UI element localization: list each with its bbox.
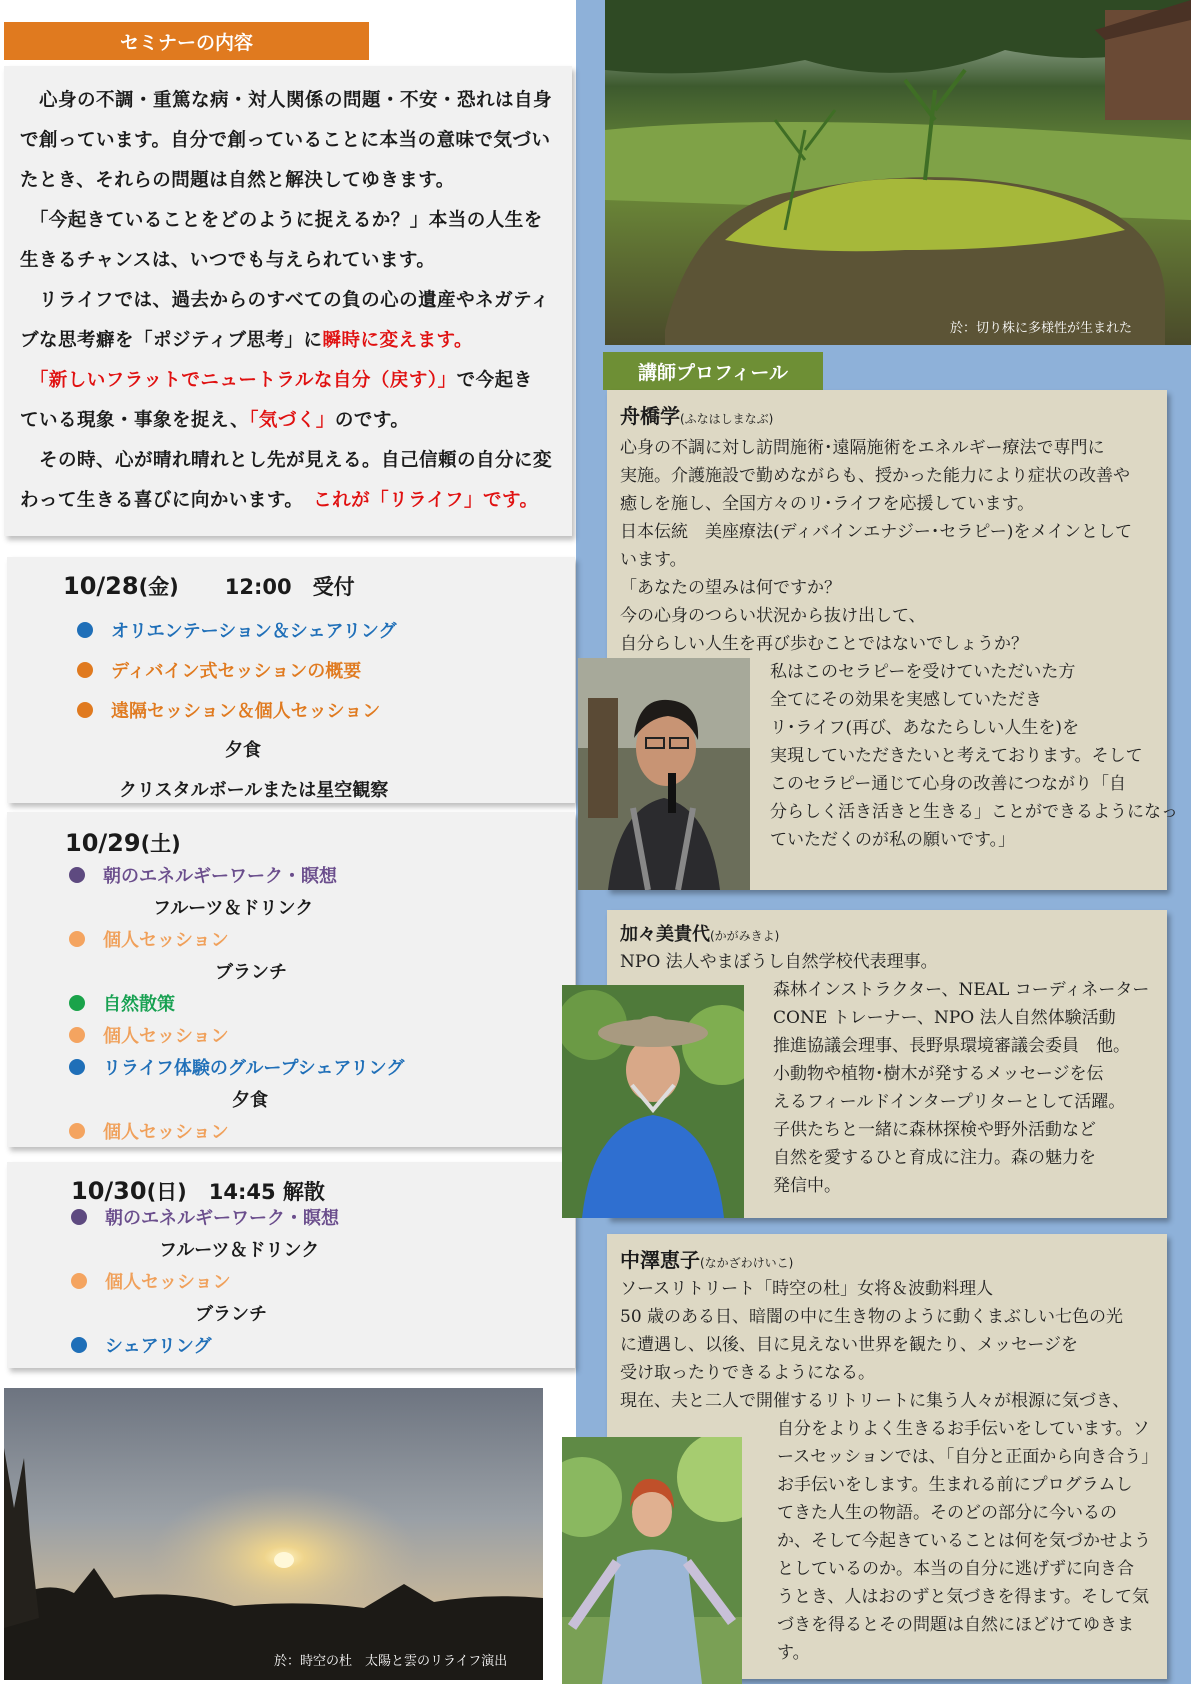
profile-funahashi-line: リ･ライフ(再び、あなたらしい人生を)を (770, 718, 1080, 738)
intro-line: リライフでは、過去からのすべての負の心の遺産やネガティ (20, 290, 550, 311)
profile-nakazawa-line: 受け取ったりできるようになる。 (620, 1363, 875, 1383)
profile-nakazawa-name: 中澤恵子(なかざわけいこ) (620, 1248, 794, 1272)
profile-nakazawa-line: 自分をよりよく生きるお手伝いをしています。ソ (777, 1419, 1150, 1439)
intro-line: わって生きる喜びに向かいます。 これが「リライフ」です。 (20, 490, 539, 511)
profile-nakazawa-line: に遭遇し、以後、目に見えない世界を観たり、メッセージを (620, 1335, 1078, 1355)
profile-nakazawa-line: づきを得るとその問題は自然にほどけてゆきま (777, 1615, 1134, 1635)
profile-nakazawa-line: お手伝いをします。生まれる前にプログラムし (777, 1475, 1133, 1495)
day1-time: 12:00 受付 (224, 575, 355, 599)
day1-item: ディバイン式セッションの概要 (77, 657, 361, 683)
day2-item: 自然散策 (69, 990, 175, 1016)
nakazawa-photo (562, 1437, 742, 1684)
profile-funahashi-line: 「あなたの望みは何ですか？ (620, 578, 841, 598)
bullet-icon (69, 995, 85, 1011)
profile-funahashi-line: 癒しを施し、全国方々のリ･ライフを応援しています。 (620, 494, 1035, 514)
day2-heading (65, 828, 181, 858)
profile-funahashi-line: 私はこのセラピーを受けていただいた方 (770, 662, 1076, 682)
profile-nakazawa-line: す。 (777, 1643, 810, 1663)
day3-date: 10/30 (71, 1177, 147, 1205)
bullet-icon (69, 1027, 85, 1043)
profile-kagami-name: 加々美貴代(かがみきよ) (620, 924, 780, 945)
day3-item: 朝のエネルギーワーク・瞑想 (71, 1204, 339, 1230)
day1-meal: 夕食 (225, 740, 261, 761)
profile-funahashi-name: 舟橋学(ふなはしまなぶ) (620, 404, 774, 428)
schedule-day2-box (7, 812, 575, 1147)
seminar-intro-box (4, 66, 572, 536)
profile-funahashi-line: ていただくのが私の願いです。」 (770, 830, 1016, 850)
stump-photo (605, 0, 1191, 345)
day2-plain-line: 夕食 (232, 1090, 268, 1111)
bullet-icon (69, 1059, 85, 1075)
profile-kagami-line: CONE トレーナー、NPO 法人自然体験活動 (773, 1008, 1116, 1028)
intro-line: 生きるチャンスは、いつでも与えられています。 (20, 250, 436, 271)
day3-weekday: (日) (146, 1180, 187, 1204)
profile-funahashi-line: 全てにその効果を実感していただき (770, 690, 1042, 710)
bullet-icon (77, 622, 93, 638)
seminar-header: セミナーの内容 (4, 22, 369, 60)
day3-heading (71, 1176, 325, 1206)
intro-line: で創っています。自分で創っていることに本当の意味で気づい (20, 130, 551, 151)
intro-line: ブな思考癖を「ポジティブ思考」に瞬時に変えます。 (20, 330, 474, 351)
day2-item: 個人セッション (69, 1118, 229, 1144)
day3-plain-line: フルーツ＆ドリンク (159, 1240, 320, 1261)
profile-header: 講師プロフィール (603, 352, 823, 390)
day2-plain-line: ブランチ (215, 962, 287, 983)
day1-heading (63, 571, 355, 601)
profile-kagami-line: 推進協議会理事、長野県環境審議会委員 他。 (773, 1036, 1130, 1056)
stump-caption: 於：切り株に多様性が生まれた (950, 321, 1133, 336)
profile-nakazawa-line: ースセッションでは、「自分と正面から向き合う」 (777, 1447, 1159, 1467)
profile-nakazawa-line: 現在、夫と二人で開催するリトリートに集う人々が根源に気づき、 (620, 1391, 1130, 1411)
profile-kagami-line: NPO 法人やまぼうし自然学校代表理事。 (620, 952, 938, 972)
day3-plain-line: ブランチ (195, 1304, 267, 1325)
profile-funahashi-line: 分らしく活き活きと生きる」ことができるようになっ (770, 802, 1178, 822)
profile-funahashi-line: 自分らしい人生を再び歩むことではないでしょうか？ (620, 634, 1028, 654)
day3-item: 個人セッション (71, 1268, 231, 1294)
kagami-photo (562, 985, 744, 1218)
intro-line: たとき、それらの問題は自然と解決してゆきます。 (20, 170, 455, 191)
day2-item: 個人セッション (69, 1022, 229, 1048)
day3-item: シェアリング (71, 1332, 212, 1358)
intro-line: ている現象・事象を捉え、「気づく」のです。 (20, 410, 410, 431)
schedule-day3-box (7, 1162, 575, 1368)
day1-date: 10/28 (63, 572, 139, 600)
profile-nakazawa-line: てきた人生の物語。そのどの部分に今いるの (777, 1503, 1117, 1523)
day1-weekday: (金) (138, 575, 179, 599)
profile-funahashi-line: このセラピー通じて心身の改善につながり「自 (770, 774, 1126, 794)
day2-weekday: (土) (140, 832, 181, 856)
funahashi-photo (578, 658, 750, 890)
profile-kagami-line: 小動物や植物･樹木が発するメッセージを伝 (773, 1064, 1104, 1084)
sunset-caption: 於：時空の杜 太陽と雲のリライフ演出 (274, 1654, 508, 1669)
day1-item: オリエンテーション＆シェアリング (77, 617, 396, 643)
bullet-icon (71, 1273, 87, 1289)
profile-nakazawa-line: か、そして今起きていることは何を気づかせよう (777, 1531, 1151, 1551)
day2-plain-line: フルーツ＆ドリンク (153, 898, 314, 919)
bullet-icon (69, 1123, 85, 1139)
intro-line: 心身の不調・重篤な病・対人関係の問題・不安・恐れは自身 (20, 90, 553, 111)
day3-time: 14:45 解散 (208, 1180, 325, 1204)
day2-item: 朝のエネルギーワーク・瞑想 (69, 862, 337, 888)
day1-item: 遠隔セッション＆個人セッション (77, 697, 380, 723)
profile-funahashi-line: います。 (620, 550, 687, 570)
profile-kagami-line: 自然を愛するひと育成に注力。森の魅力を (773, 1148, 1096, 1168)
intro-line: 「今起きていることをどのように捉えるか？」本当の人生を (20, 210, 543, 231)
sunset-photo (4, 1388, 543, 1680)
bullet-icon (71, 1337, 87, 1353)
profile-kagami-line: 子供たちと一緒に森林探検や野外活動など (773, 1120, 1096, 1140)
profile-funahashi-line: 心身の不調に対し訪問施術･遠隔施術をエネルギー療法で専門に (620, 438, 1105, 458)
day2-item: 個人セッション (69, 926, 229, 952)
bullet-icon (77, 702, 93, 718)
schedule-day1-box (7, 557, 575, 803)
day1-extra: クリスタルボールまたは星空観察 (119, 780, 389, 801)
intro-line: 「新しいフラットでニュートラルな自分（戻す）」で今起き (20, 370, 533, 391)
profile-kagami-line: 発信中。 (773, 1176, 841, 1196)
bullet-icon (77, 662, 93, 678)
profile-funahashi-line: 日本伝統 美座療法(ディバインエナジー･セラピー)をメインとして (620, 522, 1133, 542)
profile-nakazawa-line: ソースリトリート「時空の杜」女将＆波動料理人 (620, 1279, 994, 1299)
profile-kagami-line: 森林インストラクター、NEAL コーディネーター (773, 980, 1150, 1000)
intro-line: その時、心が晴れ晴れとし先が見える。自己信頼の自分に変 (20, 450, 553, 471)
day2-date: 10/29 (65, 829, 141, 857)
profile-funahashi-line: 実施。介護施設で勤めながらも、授かった能力により症状の改善や (620, 466, 1130, 486)
profile-nakazawa-line: うとき、人はおのずと気づきを得ます。そして気 (777, 1587, 1149, 1607)
profile-kagami-line: えるフィールドインタープリターとして活躍。 (773, 1092, 1126, 1112)
day2-item: リライフ体験のグループシェアリング (69, 1054, 404, 1080)
profile-nakazawa-line: としているのか。本当の自分に逃げずに向き合 (777, 1559, 1134, 1579)
profile-nakazawa-line: 50 歳のある日、暗闇の中に生き物のように動くまぶしい七色の光 (620, 1307, 1124, 1327)
profile-funahashi-line: 実現していただきたいと考えております。そして (770, 746, 1143, 766)
bullet-icon (71, 1209, 87, 1225)
profile-funahashi-line: 今の心身のつらい状況から抜け出して、 (620, 606, 926, 626)
bullet-icon (69, 867, 85, 883)
bullet-icon (69, 931, 85, 947)
